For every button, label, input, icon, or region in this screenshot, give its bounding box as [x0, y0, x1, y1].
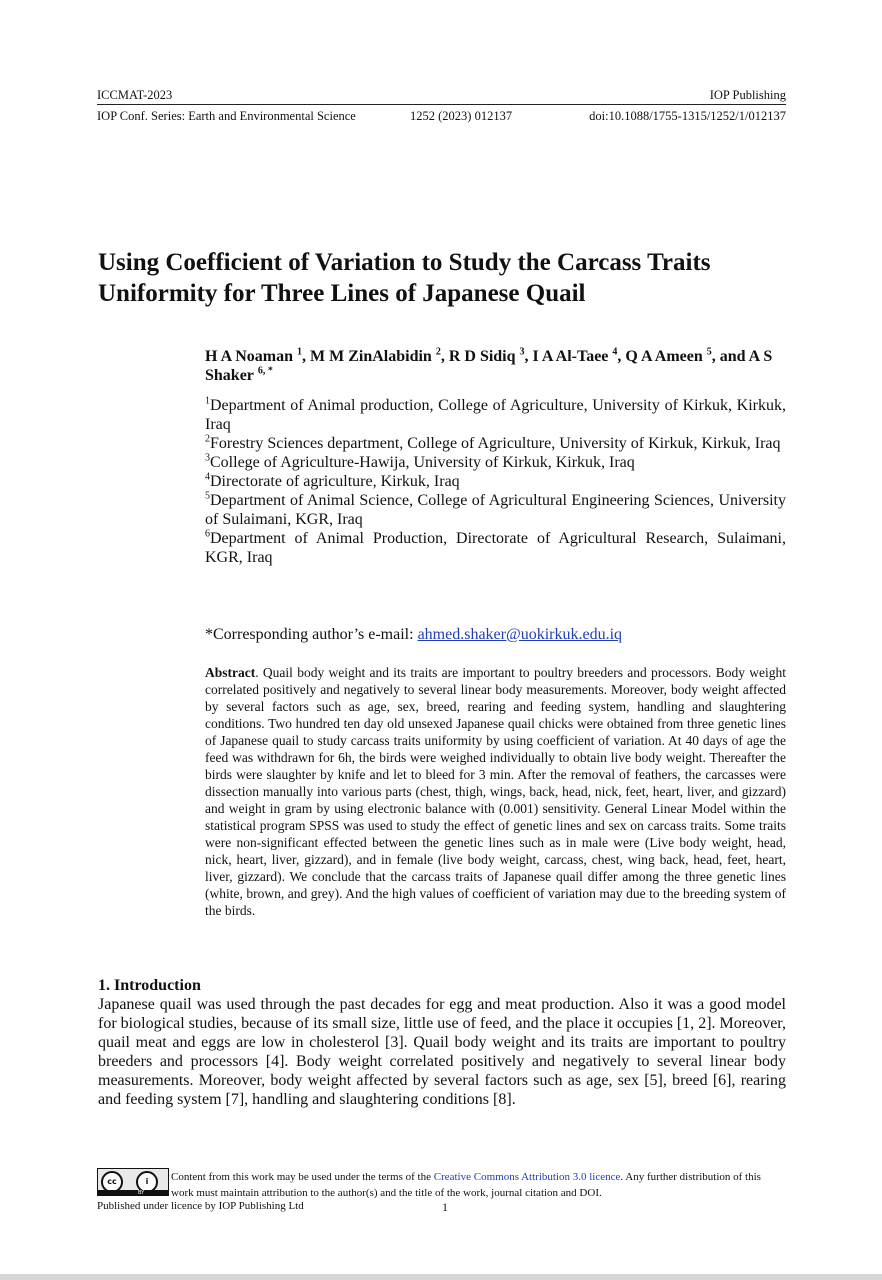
paper-title [98, 247, 798, 309]
page-number: 1 [442, 1200, 448, 1214]
abstract-text: . Quail body weight and its traits are important to poultry breeders and processors. Body weight correlated positively and negatively to several linear body measurements. Moreover, body weight affected by several factors such as age, sex, breed, rearing and feeding system, handling and slaughtering conditions. Two hundred ten day old unsexed Japanese quail chicks were obtained from three genetic lines of Japanese quail to study carcass traits uniformity by using coefficient of variation. At 40 days of age the feed was withdrawn for 6h, the birds were weighed individually to obtain live body weight. Thereafter the birds were slaughter by knife and let to bleed for 3 min. After the removal of feathers, the carcasses were dissection manually into various parts (chest, thigh, wings, back, head, nick, feet, heart, liver, and gizzard) and weight in gram by using electronic balance with (0.001) sensitivity. General Linear Model within the statistical program SPSS was used to study the effect of genetic lines and sex on carcass traits. Some traits were non-significant effected between the genetic lines such as in male were (Live body weight, head, nick, heart, liver, gizzard), and in female (live body weight, carcass, chest, wing back, head, feet, heart, liver, gizzard). We conclude that the carcass traits of Japanese quail differ among the three genetic lines (white, brown, and grey). And the high values of coefficient of variation may due to the breeding system of the birds. [205, 665, 786, 918]
title-line-2: Uniformity for Three Lines of Japanese Quail [98, 280, 586, 307]
doi: doi:10.1088/1755-1315/1252/1/012137 [589, 109, 786, 123]
badge-by-label: BY [138, 1190, 145, 1196]
affiliation: $^4$Directorate of agriculture, Kirkuk, Iraq [205, 471, 460, 490]
page-bottom-edge [0, 1274, 882, 1280]
license-link[interactable]: Creative Commons Attribution 3.0 licence [433, 1171, 621, 1183]
affiliation: $^1$Department of Animal production, College of Agriculture, University of Kirkuk, Kirkuk, Iraq [205, 395, 786, 433]
author: Q A Ameen $^5$, and [625, 346, 749, 365]
author: R D Sidiq $^3$, [448, 346, 533, 365]
abstract-label: Abstract [205, 665, 256, 680]
title-line-1: Using Coefficient of Variation to Study the Carcass Traits [98, 249, 711, 276]
author-list [205, 347, 787, 385]
affiliation: $^3$College of Agriculture-Hawija, University of Kirkuk, Kirkuk, Iraq [205, 452, 635, 471]
conference-name: ICCMAT-2023 [97, 88, 173, 102]
cc-icon: cc [101, 1171, 123, 1193]
badge-bar [98, 1190, 168, 1195]
email-link[interactable]: ahmed.shaker@uokirkuk.edu.iq [417, 626, 623, 643]
journal-series: IOP Conf. Series: Earth and Environmental Science [97, 109, 356, 123]
header-rule [97, 104, 786, 105]
affiliation: $^2$Forestry Sciences department, College of Agriculture, University of Kirkuk, Kirkuk, Iraq [205, 433, 781, 452]
section-heading-introduction: 1. Introduction [98, 977, 201, 994]
author: M M ZinAlabidin $^2$, [310, 346, 449, 365]
affiliation: $^6$Department of Animal Production, Directorate of Agricultural Research, Sulaimani, KGR, Iraq [205, 528, 786, 566]
author: A S Shaker $^{6, *}$ [205, 348, 773, 384]
abstract [205, 664, 786, 919]
author: I A Al-Taee $^4$, [532, 346, 626, 365]
published-under-licence: Published under licence by IOP Publishing Ltd [97, 1200, 304, 1212]
cc-by-license-badge[interactable] [97, 1168, 169, 1196]
corresponding-label: *Corresponding author’s e-mail: [205, 626, 418, 643]
corresponding-author [205, 625, 787, 644]
affiliation: $^5$Department of Animal Science, College of Agricultural Engineering Sciences, University of Sulaimani, KGR, Iraq [205, 490, 786, 528]
attribution-icon: i [136, 1171, 158, 1193]
publisher-name: IOP Publishing [709, 88, 786, 102]
affiliation-list [205, 396, 786, 567]
license-notice: Content from this work may be used under the terms of the Creative Commons Attribution 3.0 licence. Any further distribution of this work must maintain attribution to the author(s) and the title of the work, journal citation and DOI. [171, 1171, 761, 1199]
volume-info: 1252 (2023) 012137 [410, 109, 513, 123]
author: H A Noaman $^1$, [205, 346, 311, 365]
introduction-text: Japanese quail was used through the past decades for egg and meat production. Also it was a good model for biological studies, because of its small size, little use of feed, and the place it occupies [1, 2]. Moreover, quail meat and eggs are low in cholesterol [3]. Quail body weight and its traits are important to poultry breeders and processors [4]. Body weight correlated positively and negatively to several linear body measurements. Moreover, body weight affected by several factors such as age, sex [5], breed [6], rearing and feeding system [7], handling and slaughtering conditions [8]. [98, 996, 786, 1108]
